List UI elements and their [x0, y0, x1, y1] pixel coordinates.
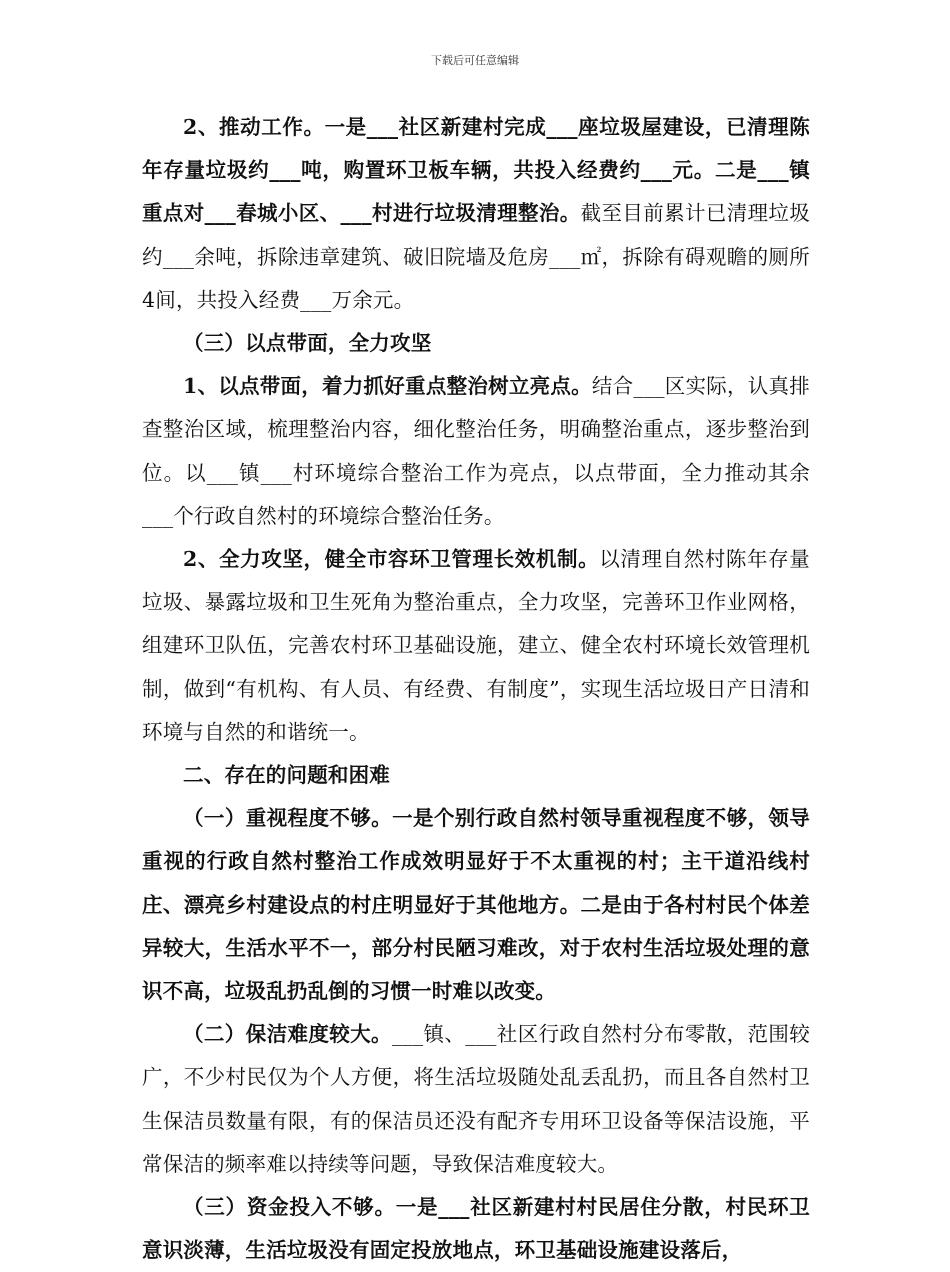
section-heading-point-to-area: [142, 322, 810, 365]
paragraph-bold-text: （一）重视程度不够。一是个别行政自然村领导重视程度不够，领导重视的行政自然村整治工作成效明显好于不太重视的村；主干道沿线村庄、漂亮乡村建设点的村庄明显好于其他地方。二是由于各村村民个体差异较大，生活水平不一，部分村民陋习难改，对于农村生活垃圾处理的意识不高，垃圾乱扔乱倒的习惯一时难以改变。: [142, 806, 810, 1004]
paragraph-bold-text: （二）保洁难度较大。: [183, 1022, 392, 1047]
paragraph-promote-work: [142, 106, 810, 322]
paragraph-text: 截至目前累计已清理垃圾约___余吨，拆除违章建筑、破旧院墙及危房___㎡，拆除有碍观瞻的厕所4间，共投入经费___万余元。: [142, 201, 810, 312]
paragraph-cleaning-difficulty: [142, 1013, 810, 1186]
paragraph-bold-text: 2、全力攻坚，健全市容环卫管理长效机制。: [183, 547, 600, 572]
paragraph-insufficient-funding: [142, 1186, 810, 1272]
paragraph-insufficient-attention: [142, 797, 810, 1013]
heading-text: 二、存在的问题和困难: [183, 763, 390, 788]
page-header: 下载后可任意编辑: [431, 54, 519, 67]
paragraph-bold-text: 2、推动工作。一是___社区新建村完成___座垃圾屋建设，已清理陈年存量垃圾约___吨，购置环卫板车辆，共投入经费约___元。二是___镇重点对___春城小区、___村进行垃圾清理整治。: [142, 115, 810, 226]
paragraph-text: 结合___区实际，认真排查整治区域，梳理整治内容，细化整治任务，明确整治重点，逐步整治到位。以___镇___村环境综合整治工作为亮点，以点带面，全力推动其余___个行政自然村的环境综合整治任务。: [142, 374, 810, 528]
heading-text: （三）以点带面，全力攻坚: [183, 331, 432, 356]
paragraph-long-term-mechanism: [142, 538, 810, 754]
paragraph-bold-text: （三）资金投入不够。一是___社区新建村村民居住分散，村民环卫意识淡薄，生活垃圾没有固定投放地点，环卫基础设施建设落后，: [142, 1195, 810, 1263]
paragraph-highlights: [142, 365, 810, 538]
paragraph-text: 以清理自然村陈年存量垃圾、暴露垃圾和卫生死角为整治重点，全力攻坚，完善环卫作业网格，组建环卫队伍，完善农村环卫基础设施，建立、健全农村环境长效管理机制，做到“有机构、有人员、有经费、有制度”，实现生活垃圾日产日清和环境与自然的和谐统一。: [142, 547, 810, 744]
section-heading-problems: [142, 754, 810, 797]
paragraph-text: ___镇、___社区行政自然村分布零散，范围较广，不少村民仅为个人方便，将生活垃圾随处乱丢乱扔，而且各自然村卫生保洁员数量有限，有的保洁员还没有配齐专用环卫设备等保洁设施，平常保洁的频率难以持续等问题，导致保洁难度较大。: [142, 1022, 811, 1176]
document-body: [142, 106, 810, 1272]
paragraph-bold-text: 1、以点带面，着力抓好重点整治树立亮点。: [183, 374, 592, 399]
